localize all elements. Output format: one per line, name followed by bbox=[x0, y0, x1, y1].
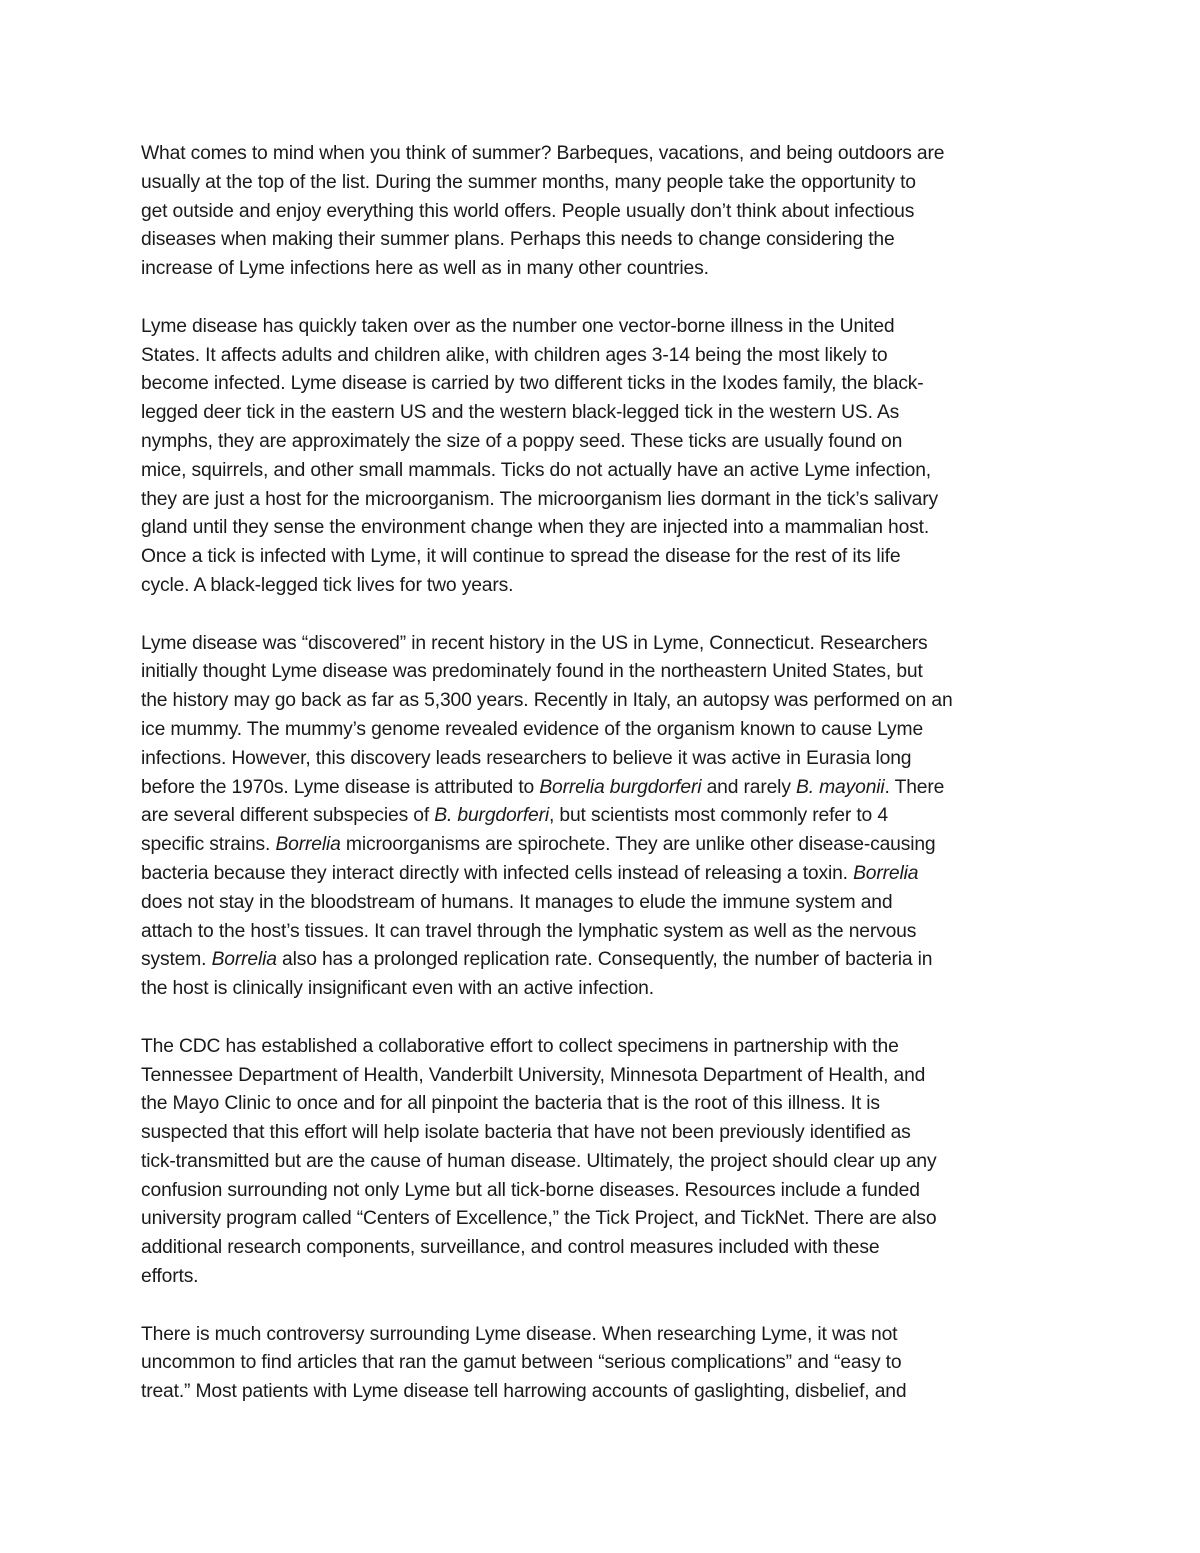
text-line bbox=[141, 802, 1061, 831]
text-line bbox=[141, 399, 1061, 428]
text-line bbox=[141, 1349, 1061, 1378]
text-line bbox=[141, 457, 1061, 486]
text-line bbox=[141, 428, 1061, 457]
text-line bbox=[141, 370, 1061, 399]
text-run: efforts. bbox=[141, 1266, 199, 1288]
text-line bbox=[141, 946, 1061, 975]
text-line bbox=[141, 745, 1061, 774]
text-line bbox=[141, 1205, 1061, 1234]
text-line bbox=[141, 255, 1061, 284]
text-run: microorganisms are spirochete. They are unlike other disease-causing bbox=[340, 834, 936, 856]
text-line bbox=[141, 514, 1061, 543]
text-run: university program called “Centers of Excellence,” the Tick Project, and TickNet. There are also bbox=[141, 1208, 937, 1230]
paragraph-3 bbox=[141, 630, 1061, 1004]
text-run: the host is clinically insignificant even with an active infection. bbox=[141, 978, 654, 1000]
text-line bbox=[141, 860, 1061, 889]
text-run: specific strains. bbox=[141, 834, 276, 856]
paragraph-2 bbox=[141, 313, 1061, 601]
text-run: does not stay in the bloodstream of humans. It manages to elude the immune system and bbox=[141, 891, 893, 913]
text-run: What comes to mind when you think of summer? Barbeques, vacations, and being outdoors are bbox=[141, 143, 945, 164]
document-body bbox=[141, 140, 1061, 1407]
text-line bbox=[141, 1119, 1061, 1148]
text-line bbox=[141, 716, 1061, 745]
text-run: uncommon to find articles that ran the gamut between “serious complications” and “easy to bbox=[141, 1352, 902, 1374]
text-run: become infected. Lyme disease is carried by two different ticks in the Ixodes family, the black- bbox=[141, 373, 924, 395]
text-line bbox=[141, 975, 1061, 1004]
text-run: There is much controversy surrounding Lyme disease. When researching Lyme, it was not bbox=[141, 1323, 898, 1345]
paragraph-4 bbox=[141, 1033, 1061, 1292]
italic-term: Borrelia bbox=[275, 834, 341, 856]
text-line bbox=[141, 1321, 1061, 1350]
text-run: bacteria because they interact directly with infected cells instead of releasing a toxin. bbox=[141, 862, 854, 884]
text-line bbox=[141, 831, 1061, 860]
text-run: initially thought Lyme disease was predominately found in the northeastern United States, but bbox=[141, 661, 923, 683]
text-line bbox=[141, 630, 1061, 659]
text-run: are several different subspecies of bbox=[141, 805, 435, 827]
text-line bbox=[141, 1177, 1061, 1206]
text-line bbox=[141, 342, 1061, 371]
text-line bbox=[141, 543, 1061, 572]
text-line bbox=[141, 198, 1061, 227]
text-run: . There bbox=[884, 776, 945, 798]
italic-term: B. burgdorferi bbox=[434, 805, 549, 827]
text-run: also has a prolonged replication rate. Consequently, the number of bacteria in bbox=[276, 949, 933, 971]
text-line bbox=[141, 918, 1061, 947]
italic-term: Borrelia bbox=[853, 862, 919, 884]
text-run: they are just a host for the microorganism. The microorganism lies dormant in the tick’s salivary bbox=[141, 488, 939, 510]
text-line bbox=[141, 687, 1061, 716]
text-line bbox=[141, 140, 1061, 169]
text-run: gland until they sense the environment change when they are injected into a mammalian host. bbox=[141, 517, 930, 539]
text-run: system. bbox=[141, 949, 212, 971]
text-run: tick-transmitted but are the cause of human disease. Ultimately, the project should clear up any bbox=[141, 1150, 937, 1172]
italic-term: Borrelia burgdorferi bbox=[539, 776, 702, 798]
text-line bbox=[141, 1148, 1061, 1177]
italic-term: Borrelia bbox=[211, 949, 277, 971]
text-run: nymphs, they are approximately the size of a poppy seed. These ticks are usually found on bbox=[141, 430, 903, 452]
text-line bbox=[141, 1234, 1061, 1263]
text-line bbox=[141, 658, 1061, 687]
text-run: before the 1970s. Lyme disease is attributed to bbox=[141, 776, 540, 798]
italic-term: B. mayonii bbox=[796, 776, 885, 798]
text-run: usually at the top of the list. During the summer months, many people take the opportunity to bbox=[141, 171, 916, 193]
text-run: States. It affects adults and children alike, with children ages 3-14 being the most likely to bbox=[141, 344, 888, 366]
text-run: Once a tick is infected with Lyme, it will continue to spread the disease for the rest of its life bbox=[141, 546, 901, 568]
text-line bbox=[141, 313, 1061, 342]
text-run: additional research components, surveillance, and control measures included with these bbox=[141, 1237, 880, 1259]
text-run: get outside and enjoy everything this world offers. People usually don’t think about infectious bbox=[141, 200, 915, 222]
text-line bbox=[141, 1033, 1061, 1062]
text-line bbox=[141, 169, 1061, 198]
text-line bbox=[141, 1062, 1061, 1091]
text-run: infections. However, this discovery leads researchers to believe it was active in Eurasia long bbox=[141, 747, 912, 769]
text-line bbox=[141, 1378, 1061, 1407]
text-run: confusion surrounding not only Lyme but all tick-borne diseases. Resources include a funded bbox=[141, 1179, 920, 1201]
text-run: mice, squirrels, and other small mammals. Ticks do not actually have an active Lyme infection, bbox=[141, 459, 931, 481]
text-run: the history may go back as far as 5,300 years. Recently in Italy, an autopsy was performed on an bbox=[141, 690, 953, 712]
text-run: suspected that this effort will help isolate bacteria that have not been previously identified as bbox=[141, 1122, 911, 1144]
text-run: Lyme disease was “discovered” in recent history in the US in Lyme, Connecticut. Researchers bbox=[141, 632, 928, 654]
paragraph-1 bbox=[141, 140, 1061, 284]
text-run: , but scientists most commonly refer to 4 bbox=[549, 805, 888, 827]
text-run: cycle. A black-legged tick lives for two years. bbox=[141, 574, 514, 596]
text-run: increase of Lyme infections here as well as in many other countries. bbox=[141, 258, 709, 280]
text-run: legged deer tick in the eastern US and the western black-legged tick in the western US. As bbox=[141, 402, 900, 424]
text-line bbox=[141, 774, 1061, 803]
paragraph-5 bbox=[141, 1321, 1061, 1407]
text-line bbox=[141, 572, 1061, 601]
text-run: diseases when making their summer plans. Perhaps this needs to change considering the bbox=[141, 229, 895, 251]
text-run: Lyme disease has quickly taken over as the number one vector-borne illness in the United bbox=[141, 315, 895, 337]
text-run: ice mummy. The mummy’s genome revealed evidence of the organism known to cause Lyme bbox=[141, 718, 924, 740]
text-run: the Mayo Clinic to once and for all pinpoint the bacteria that is the root of this illness. It is bbox=[141, 1093, 880, 1115]
text-run: attach to the host’s tissues. It can travel through the lymphatic system as well as the nervous bbox=[141, 920, 917, 942]
text-run: The CDC has established a collaborative effort to collect specimens in partnership with the bbox=[141, 1035, 899, 1057]
text-line bbox=[141, 226, 1061, 255]
text-line bbox=[141, 1090, 1061, 1119]
text-run: and rarely bbox=[701, 776, 797, 798]
text-line bbox=[141, 486, 1061, 515]
text-line bbox=[141, 889, 1061, 918]
text-line bbox=[141, 1263, 1061, 1292]
text-run: Tennessee Department of Health, Vanderbilt University, Minnesota Department of Health, and bbox=[141, 1064, 926, 1086]
text-run: treat.” Most patients with Lyme disease tell harrowing accounts of gaslighting, disbelief, and bbox=[141, 1381, 907, 1403]
